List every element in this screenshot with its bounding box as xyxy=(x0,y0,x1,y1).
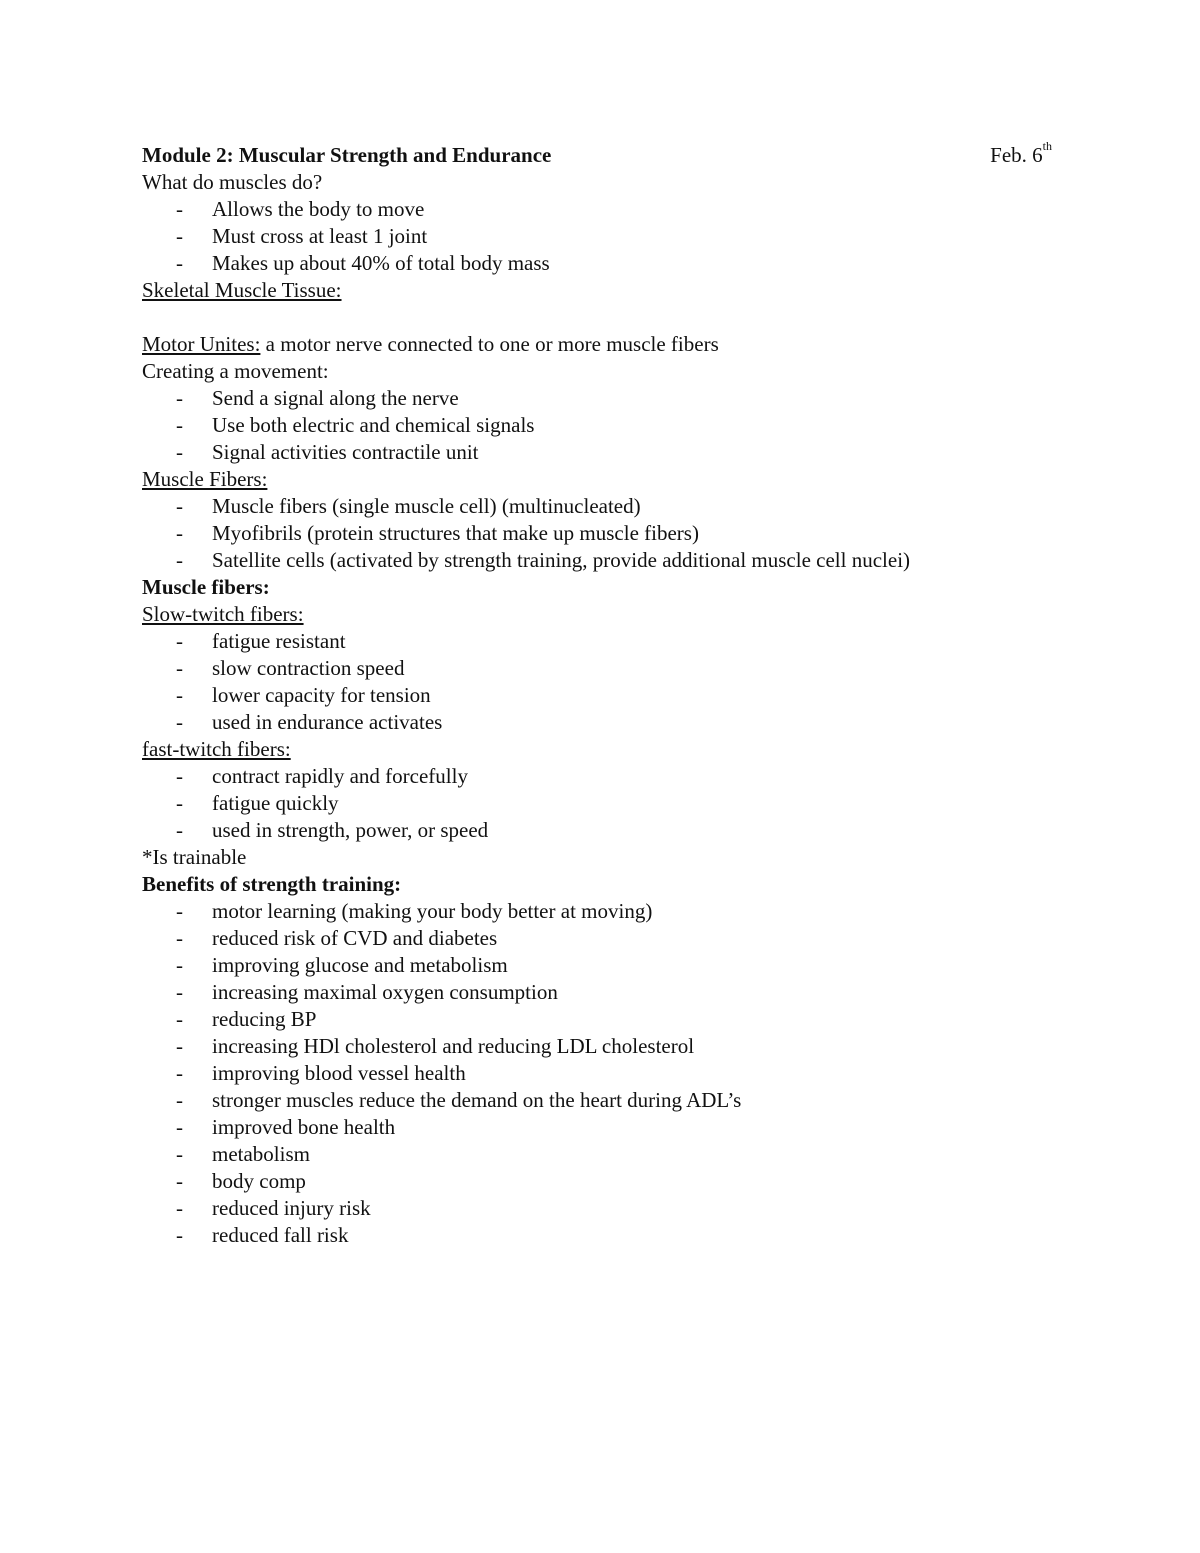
list-item xyxy=(142,493,1062,520)
list-item-text: increasing maximal oxygen consumption xyxy=(212,980,558,1004)
list-item xyxy=(142,547,1062,574)
motor-units-term: Motor Unites: xyxy=(142,332,261,356)
document-page xyxy=(142,139,1062,1249)
dash-bullet: - xyxy=(176,1088,183,1112)
list-item xyxy=(142,250,1062,277)
list-item-text: fatigue resistant xyxy=(212,629,346,653)
list-item xyxy=(142,790,1062,817)
list-item-text: improving glucose and metabolism xyxy=(212,953,508,977)
date-main: Feb. 6 xyxy=(990,143,1043,167)
list-item-text: improving blood vessel health xyxy=(212,1061,466,1085)
list-item xyxy=(142,925,1062,952)
list-item xyxy=(142,1006,1062,1033)
list-item xyxy=(142,1222,1062,1249)
list-item-text: increasing HDl cholesterol and reducing LDL cholesterol xyxy=(212,1034,695,1058)
list-item-text: Must cross at least 1 joint xyxy=(212,224,428,248)
date-superscript: th xyxy=(1042,139,1052,153)
list-item-text: Signal activities contractile unit xyxy=(212,440,479,464)
list-fast-twitch xyxy=(142,763,1062,844)
list-item-text: lower capacity for tension xyxy=(212,683,431,707)
page-title: Module 2: Muscular Strength and Endurance xyxy=(142,143,552,167)
list-item xyxy=(142,817,1062,844)
section-heading-muscle-fibers-bold: Muscle fibers: xyxy=(142,575,270,599)
list-item xyxy=(142,1033,1062,1060)
list-item-text: reducing BP xyxy=(212,1007,317,1031)
trainable-note: *Is trainable xyxy=(142,845,247,869)
dash-bullet: - xyxy=(176,953,183,977)
dash-bullet: - xyxy=(176,251,183,275)
list-item xyxy=(142,709,1062,736)
list-item-text: Allows the body to move xyxy=(212,197,425,221)
list-item xyxy=(142,952,1062,979)
list-item xyxy=(142,979,1062,1006)
list-item-text: reduced risk of CVD and diabetes xyxy=(212,926,498,950)
dash-bullet: - xyxy=(176,1007,183,1031)
list-item-text: improved bone health xyxy=(212,1115,396,1139)
list-item xyxy=(142,412,1062,439)
list-benefits xyxy=(142,898,1062,1249)
dash-bullet: - xyxy=(176,764,183,788)
list-item-text: Satellite cells (activated by strength training, provide additional muscle cell nuclei) xyxy=(212,548,911,572)
list-item xyxy=(142,682,1062,709)
dash-bullet: - xyxy=(176,494,183,518)
list-item-text: reduced fall risk xyxy=(212,1223,349,1247)
dash-bullet: - xyxy=(176,548,183,572)
list-item-text: Makes up about 40% of total body mass xyxy=(212,251,550,275)
list-creating-movement xyxy=(142,385,1062,466)
list-item xyxy=(142,1168,1062,1195)
list-item-text: fatigue quickly xyxy=(212,791,339,815)
list-item-text: used in endurance activates xyxy=(212,710,443,734)
motor-units-definition xyxy=(142,331,1062,358)
list-slow-twitch xyxy=(142,628,1062,736)
list-item xyxy=(142,520,1062,547)
list-item-text: Myofibrils (protein structures that make up muscle fibers) xyxy=(212,521,699,545)
dash-bullet: - xyxy=(176,1223,183,1247)
list-item-text: metabolism xyxy=(212,1142,310,1166)
dash-bullet: - xyxy=(176,791,183,815)
dash-bullet: - xyxy=(176,926,183,950)
list-item-text: Send a signal along the nerve xyxy=(212,386,459,410)
list-item xyxy=(142,385,1062,412)
list-muscle-fibers xyxy=(142,493,1062,574)
section-heading-skeletal: Skeletal Muscle Tissue: xyxy=(142,278,342,302)
dash-bullet: - xyxy=(176,683,183,707)
section-heading-what-do-muscles: What do muscles do? xyxy=(142,170,323,194)
dash-bullet: - xyxy=(176,521,183,545)
list-item-text: Use both electric and chemical signals xyxy=(212,413,535,437)
list-item xyxy=(142,1195,1062,1222)
list-item-text: Muscle fibers (single muscle cell) (multinucleated) xyxy=(212,494,641,518)
dash-bullet: - xyxy=(176,710,183,734)
list-item xyxy=(142,223,1062,250)
list-item-text: slow contraction speed xyxy=(212,656,405,680)
list-item xyxy=(142,655,1062,682)
dash-bullet: - xyxy=(176,1169,183,1193)
dash-bullet: - xyxy=(176,1061,183,1085)
dash-bullet: - xyxy=(176,386,183,410)
list-item-text: reduced injury risk xyxy=(212,1196,371,1220)
list-item-text: motor learning (making your body better at moving) xyxy=(212,899,653,923)
dash-bullet: - xyxy=(176,656,183,680)
dash-bullet: - xyxy=(176,818,183,842)
dash-bullet: - xyxy=(176,1034,183,1058)
list-item xyxy=(142,898,1062,925)
dash-bullet: - xyxy=(176,224,183,248)
list-item xyxy=(142,1060,1062,1087)
list-item xyxy=(142,763,1062,790)
list-item xyxy=(142,1087,1062,1114)
list-item-text: contract rapidly and forcefully xyxy=(212,764,468,788)
section-heading-muscle-fibers: Muscle Fibers: xyxy=(142,467,268,491)
list-what-do-muscles xyxy=(142,196,1062,277)
section-heading-slow-twitch: Slow-twitch fibers: xyxy=(142,602,304,626)
header-row xyxy=(142,139,1062,169)
dash-bullet: - xyxy=(176,413,183,437)
blank-line xyxy=(142,304,1062,331)
list-item xyxy=(142,1141,1062,1168)
list-item xyxy=(142,439,1062,466)
dash-bullet: - xyxy=(176,629,183,653)
list-item xyxy=(142,196,1062,223)
section-heading-creating-movement: Creating a movement: xyxy=(142,359,329,383)
dash-bullet: - xyxy=(176,440,183,464)
dash-bullet: - xyxy=(176,980,183,1004)
dash-bullet: - xyxy=(176,197,183,221)
dash-bullet: - xyxy=(176,899,183,923)
list-item xyxy=(142,1114,1062,1141)
dash-bullet: - xyxy=(176,1142,183,1166)
motor-units-text: a motor nerve connected to one or more muscle fibers xyxy=(260,332,719,356)
date-label xyxy=(990,139,1052,169)
dash-bullet: - xyxy=(176,1115,183,1139)
dash-bullet: - xyxy=(176,1196,183,1220)
list-item-text: body comp xyxy=(212,1169,306,1193)
section-heading-benefits: Benefits of strength training: xyxy=(142,872,402,896)
list-item xyxy=(142,628,1062,655)
section-heading-fast-twitch: fast-twitch fibers: xyxy=(142,737,291,761)
list-item-text: stronger muscles reduce the demand on the heart during ADL’s xyxy=(212,1088,742,1112)
list-item-text: used in strength, power, or speed xyxy=(212,818,489,842)
